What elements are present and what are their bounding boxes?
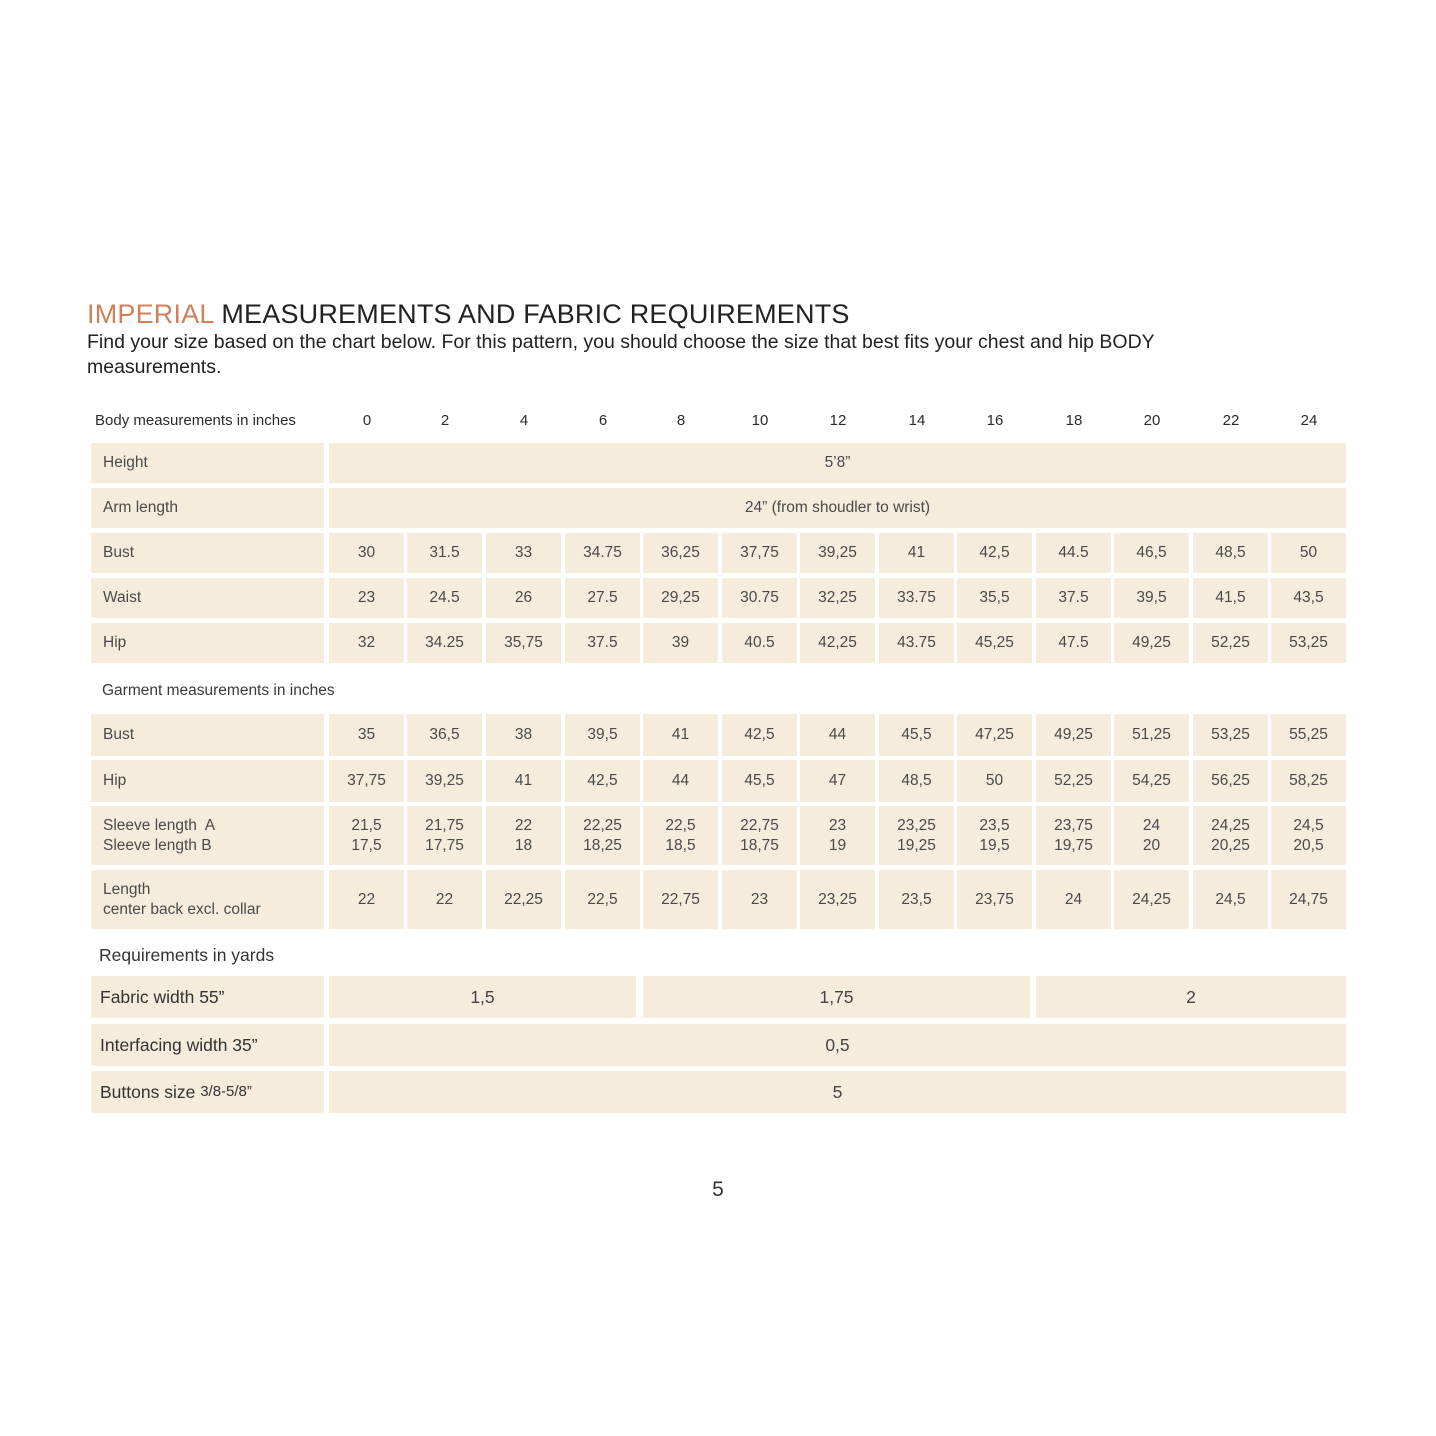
sleeve-labels xyxy=(103,816,215,856)
table-cell: 39 xyxy=(643,623,718,663)
sleeve-values xyxy=(1054,816,1093,856)
size-header: 12 xyxy=(829,412,847,429)
length-label: Length xyxy=(103,880,151,898)
height-value: 5’8” xyxy=(329,443,1346,483)
sleeve-b-value: 19,5 xyxy=(979,836,1010,854)
title-accent: IMPERIAL xyxy=(87,299,214,329)
table-cell: 33.75 xyxy=(879,578,954,618)
size-header: 24 xyxy=(1300,412,1318,429)
table-cell: 54,25 xyxy=(1114,760,1189,802)
table-cell: 45,5 xyxy=(879,714,954,756)
page-title xyxy=(87,299,850,330)
table-cell: 22,5 xyxy=(565,870,640,929)
size-header: 2 xyxy=(440,412,450,429)
sleeve-a-value: 24,5 xyxy=(1293,816,1324,834)
table-cell: 24,75 xyxy=(1271,870,1346,929)
table-cell: 41 xyxy=(643,714,718,756)
row-label-buttons xyxy=(91,1071,324,1113)
table-cell: 24.5 xyxy=(407,578,482,618)
sleeve-cell xyxy=(1271,806,1346,865)
sleeve-b-value: 19,75 xyxy=(1054,836,1093,854)
sleeve-b-value: 17,75 xyxy=(425,836,464,854)
table-cell: 52,25 xyxy=(1193,623,1268,663)
row-label-height: Height xyxy=(91,443,324,483)
size-header: 4 xyxy=(519,412,529,429)
table-cell: 37.5 xyxy=(565,623,640,663)
sleeve-b-value: 19 xyxy=(828,836,847,854)
table-cell: 56,25 xyxy=(1193,760,1268,802)
sleeve-a-value: 21,5 xyxy=(351,816,382,834)
table-cell: 24 xyxy=(1036,870,1111,929)
page-number: 5 xyxy=(712,1178,724,1201)
sleeve-values xyxy=(829,816,846,856)
row-label-length xyxy=(91,870,324,929)
sleeve-cell xyxy=(329,806,404,865)
table-cell: 38 xyxy=(486,714,561,756)
sleeve-b-value: 18,25 xyxy=(583,836,622,854)
intro-text: Find your size based on the chart below. For this pattern, you should choose the size that best fits your chest and hip BODY measurements. xyxy=(87,331,1155,378)
requirements-heading: Requirements in yards xyxy=(99,945,275,965)
sleeve-a-value: 24 xyxy=(1142,816,1161,834)
size-header: 8 xyxy=(676,412,686,429)
table-cell: 44 xyxy=(643,760,718,802)
sleeve-values xyxy=(979,816,1009,856)
sleeve-a-value: 22 xyxy=(514,816,533,834)
sleeve-a-value: 24,25 xyxy=(1211,816,1250,834)
table-cell: 22 xyxy=(407,870,482,929)
sleeve-values xyxy=(1293,816,1323,856)
table-cell: 29,25 xyxy=(643,578,718,618)
sleeve-a-value: 23,5 xyxy=(979,816,1010,834)
table-cell: 44.5 xyxy=(1036,533,1111,573)
sleeve-cell xyxy=(565,806,640,865)
table-cell: 43.75 xyxy=(879,623,954,663)
size-header: 20 xyxy=(1143,412,1161,429)
row-label: Hip xyxy=(91,760,324,802)
size-header: 14 xyxy=(908,412,926,429)
row-label: Bust xyxy=(91,533,324,573)
table-cell: 44 xyxy=(800,714,875,756)
table-cell: 22,75 xyxy=(643,870,718,929)
sleeve-values xyxy=(1211,816,1250,856)
table-cell: 23,5 xyxy=(879,870,954,929)
row-label: Hip xyxy=(91,623,324,663)
sleeve-cell xyxy=(1114,806,1189,865)
table-cell: 41,5 xyxy=(1193,578,1268,618)
sleeve-cell xyxy=(879,806,954,865)
fabric-value: 1,75 xyxy=(643,976,1030,1018)
sleeve-b-value: 17,5 xyxy=(351,836,382,854)
table-cell: 36,5 xyxy=(407,714,482,756)
sleeve-cell xyxy=(722,806,797,865)
sleeve-b-value: 20,5 xyxy=(1293,836,1324,854)
sleeve-a-value: 22,75 xyxy=(740,816,779,834)
table-cell: 42,25 xyxy=(800,623,875,663)
sleeve-cell xyxy=(957,806,1032,865)
sleeve-b-value: 20 xyxy=(1142,836,1161,854)
sleeve-values xyxy=(740,816,779,856)
table-cell: 42,5 xyxy=(957,533,1032,573)
table-cell: 30 xyxy=(329,533,404,573)
table-cell: 37,75 xyxy=(722,533,797,573)
row-label: Waist xyxy=(91,578,324,618)
table-cell: 41 xyxy=(486,760,561,802)
title-rest: MEASUREMENTS AND FABRIC REQUIREMENTS xyxy=(213,299,850,329)
table-cell: 49,25 xyxy=(1114,623,1189,663)
table-cell: 23,75 xyxy=(957,870,1032,929)
sleeve-a-value: 22,5 xyxy=(665,816,696,834)
size-header: 22 xyxy=(1222,412,1240,429)
sleeve-cell xyxy=(1036,806,1111,865)
table-cell: 34.75 xyxy=(565,533,640,573)
table-cell: 23 xyxy=(329,578,404,618)
table-cell: 39,25 xyxy=(800,533,875,573)
table-cell: 31.5 xyxy=(407,533,482,573)
table-cell: 27.5 xyxy=(565,578,640,618)
table-cell: 23,25 xyxy=(800,870,875,929)
table-cell: 32,25 xyxy=(800,578,875,618)
size-header: 0 xyxy=(362,412,372,429)
table-cell: 42,5 xyxy=(565,760,640,802)
table-cell: 42,5 xyxy=(722,714,797,756)
table-cell: 52,25 xyxy=(1036,760,1111,802)
size-header: 18 xyxy=(1065,412,1083,429)
arm-length-value: 24” (from shoudler to wrist) xyxy=(329,488,1346,528)
table-cell: 33 xyxy=(486,533,561,573)
sleeve-b-value: 18 xyxy=(514,836,533,854)
sleeve-values xyxy=(1143,816,1160,856)
table-cell: 37.5 xyxy=(1036,578,1111,618)
table-cell: 53,25 xyxy=(1193,714,1268,756)
row-label-sleeve xyxy=(91,806,324,865)
table-cell: 22 xyxy=(329,870,404,929)
table-cell: 48,5 xyxy=(1193,533,1268,573)
sleeve-a-value: 23,25 xyxy=(897,816,936,834)
interfacing-value: 0,5 xyxy=(329,1024,1346,1066)
table-cell: 35,5 xyxy=(957,578,1032,618)
table-cell: 46,5 xyxy=(1114,533,1189,573)
table-cell: 34.25 xyxy=(407,623,482,663)
size-header: 10 xyxy=(751,412,769,429)
buttons-label: Buttons size xyxy=(100,1082,201,1102)
table-cell: 39,5 xyxy=(1114,578,1189,618)
table-cell: 26 xyxy=(486,578,561,618)
table-cell: 24,5 xyxy=(1193,870,1268,929)
table-cell: 32 xyxy=(329,623,404,663)
buttons-size-range: 3/8-5/8” xyxy=(200,1083,252,1100)
sleeve-cell xyxy=(643,806,718,865)
table-cell: 40.5 xyxy=(722,623,797,663)
sleeve-b-value: 18,5 xyxy=(665,836,696,854)
sleeve-a-value: 23,75 xyxy=(1054,816,1093,834)
table-cell: 50 xyxy=(957,760,1032,802)
table-cell: 22,25 xyxy=(486,870,561,929)
fabric-value: 1,5 xyxy=(329,976,636,1018)
table-cell: 35 xyxy=(329,714,404,756)
sleeve-values xyxy=(897,816,936,856)
size-header: 16 xyxy=(986,412,1004,429)
row-label: Bust xyxy=(91,714,324,756)
table-cell: 41 xyxy=(879,533,954,573)
sleeve-a-value: 21,75 xyxy=(425,816,464,834)
sleeve-a-value: 23 xyxy=(828,816,847,834)
sleeve-cell xyxy=(407,806,482,865)
buttons-value: 5 xyxy=(329,1071,1346,1113)
table-cell: 55,25 xyxy=(1271,714,1346,756)
sleeve-label-a: Sleeve length A xyxy=(103,816,216,834)
table-cell: 37,75 xyxy=(329,760,404,802)
table-cell: 45,5 xyxy=(722,760,797,802)
sleeve-a-value: 22,25 xyxy=(583,816,622,834)
table-cell: 48,5 xyxy=(879,760,954,802)
table-cell: 45,25 xyxy=(957,623,1032,663)
sleeve-b-value: 20,25 xyxy=(1211,836,1250,854)
table-cell: 23 xyxy=(722,870,797,929)
sleeve-values xyxy=(351,816,381,856)
sleeve-cell xyxy=(486,806,561,865)
table-cell: 39,25 xyxy=(407,760,482,802)
table-cell: 35,75 xyxy=(486,623,561,663)
table-cell: 30.75 xyxy=(722,578,797,618)
sleeve-label-b: Sleeve length B xyxy=(103,836,212,854)
row-label-fabric: Fabric width 55” xyxy=(91,976,324,1018)
table-cell: 49,25 xyxy=(1036,714,1111,756)
sleeve-b-value: 18,75 xyxy=(740,836,779,854)
table-cell: 43,5 xyxy=(1271,578,1346,618)
row-label-interfacing: Interfacing width 35” xyxy=(91,1024,324,1066)
table-cell: 53,25 xyxy=(1271,623,1346,663)
length-labels xyxy=(103,880,261,920)
row-label-arm-length: Arm length xyxy=(91,488,324,528)
fabric-value: 2 xyxy=(1036,976,1346,1018)
table-cell: 47.5 xyxy=(1036,623,1111,663)
size-header: 6 xyxy=(598,412,608,429)
body-heading: Body measurements in inches xyxy=(95,412,296,429)
table-cell: 39,5 xyxy=(565,714,640,756)
garment-heading: Garment measurements in inches xyxy=(102,682,335,699)
table-cell: 24,25 xyxy=(1114,870,1189,929)
table-cell: 50 xyxy=(1271,533,1346,573)
sleeve-values xyxy=(665,816,695,856)
sleeve-b-value: 19,25 xyxy=(897,836,936,854)
sleeve-cell xyxy=(800,806,875,865)
length-sublabel: center back excl. collar xyxy=(103,900,261,918)
table-cell: 47,25 xyxy=(957,714,1032,756)
table-cell: 36,25 xyxy=(643,533,718,573)
table-cell: 51,25 xyxy=(1114,714,1189,756)
sleeve-values xyxy=(583,816,622,856)
table-cell: 58,25 xyxy=(1271,760,1346,802)
table-cell: 47 xyxy=(800,760,875,802)
sleeve-values xyxy=(515,816,532,856)
sleeve-cell xyxy=(1193,806,1268,865)
sleeve-values xyxy=(425,816,464,856)
